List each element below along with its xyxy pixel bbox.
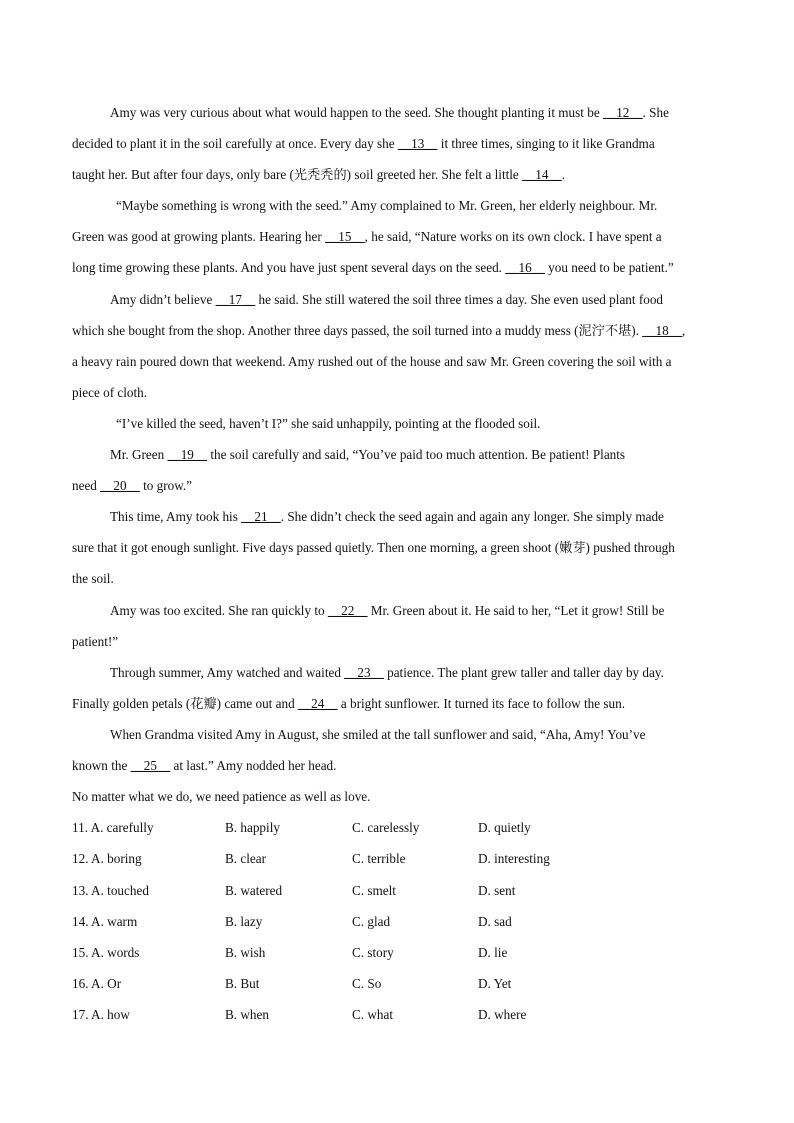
option-b: B. happily: [225, 820, 280, 836]
option-a: 14. A. warm: [72, 913, 138, 929]
option-a: 17. A. how: [72, 1007, 130, 1023]
blank-19: __19__: [167, 447, 208, 463]
text-line: “Maybe something is wrong with the seed.” Amy complained to Mr. Green, her elderly neighbour. Mr.: [116, 198, 658, 214]
text-line: piece of cloth.: [72, 384, 148, 400]
text-line: [72, 470, 712, 501]
blank-22: __22__: [327, 602, 368, 618]
question-row: [72, 906, 712, 937]
option-d: D. Yet: [478, 976, 512, 992]
option-c: C. terrible: [352, 851, 406, 867]
text-line: patient!”: [72, 633, 119, 649]
blank-13: __13__: [397, 136, 438, 152]
blank-15: __15__: [325, 229, 365, 245]
text-line: [72, 221, 712, 252]
paragraph-5: [72, 439, 712, 501]
text-line: [72, 128, 712, 159]
text: decided to plant it in the soil carefully at once. Every day she: [72, 136, 398, 152]
option-a: 15. A. words: [72, 944, 140, 960]
text: Amy didn’t believe: [110, 291, 216, 307]
text-line: the soil.: [72, 571, 114, 587]
text: taught her. But after four days, only bare (光秃秃的) soil greeted her. She felt a little: [72, 167, 523, 183]
paragraph-4: [72, 408, 712, 439]
option-c: C. story: [352, 944, 394, 960]
text: Through summer, Amy watched and waited: [110, 664, 345, 680]
question-row: [72, 937, 712, 968]
option-c: C. glad: [352, 913, 391, 929]
text: . She: [642, 105, 669, 120]
text-line: When Grandma visited Amy in August, she smiled at the tall sunflower and said, “Aha, Amy! You’ve: [110, 726, 646, 742]
option-d: D. sent: [478, 882, 516, 898]
text: patience. The plant grew taller and taller day by day.: [383, 664, 664, 680]
text: long time growing these plants. And you have just spent several days on the seed.: [72, 260, 506, 276]
text-line: sure that it got enough sunlight. Five days passed quietly. Then one morning, a green shoot (嫩芽) pushed through: [72, 540, 675, 556]
blank-24: __24__: [297, 695, 338, 711]
question-row: [72, 999, 712, 1030]
option-a: 12. A. boring: [72, 851, 142, 867]
option-d: D. where: [478, 1007, 527, 1023]
document-page: [72, 97, 712, 1030]
blank-20: __20__: [100, 478, 140, 494]
text-line: [72, 439, 712, 470]
option-b: B. But: [225, 976, 260, 992]
blank-12: __12__: [603, 105, 643, 120]
option-d: D. sad: [478, 913, 512, 929]
option-d: D. lie: [478, 944, 508, 960]
paragraph-10: [72, 781, 712, 812]
text-line: No matter what we do, we need patience as well as love.: [72, 789, 371, 805]
blank-21: __21__: [241, 509, 281, 525]
text: he said. She still watered the soil three times a day. She even used plant food: [255, 291, 664, 307]
text: . She didn’t check the seed again and again any longer. She simply made: [280, 509, 664, 525]
question-row: [72, 812, 712, 843]
text: This time, Amy took his: [110, 509, 242, 525]
text: need: [72, 478, 101, 494]
text-line: [72, 97, 712, 128]
text-line: [72, 284, 712, 315]
text: ,: [681, 322, 686, 338]
text: Amy was very curious about what would happen to the seed. She thought planting it must be: [110, 105, 603, 120]
blank-25: __25__: [130, 757, 171, 773]
question-row: [72, 843, 712, 874]
paragraph-3: [72, 284, 712, 408]
text: it three times, singing to it like Grandma: [437, 136, 655, 152]
blank-18: __18__: [642, 322, 682, 338]
text: Amy was too excited. She ran quickly to: [110, 602, 328, 618]
paragraph-1: [72, 97, 712, 190]
text: .: [561, 167, 565, 183]
option-a: 11. A. carefully: [72, 820, 154, 836]
text: you need to be patient.”: [544, 260, 674, 276]
text: a bright sunflower. It turned its face to follow the sun.: [337, 695, 626, 711]
blank-23: __23__: [344, 664, 384, 680]
blank-14: __14__: [522, 167, 562, 183]
option-b: B. wish: [225, 944, 266, 960]
option-b: B. lazy: [225, 913, 263, 929]
option-a: 16. A. Or: [72, 976, 122, 992]
text-line: [72, 595, 712, 626]
paragraph-7: [72, 595, 712, 657]
options-list: [72, 812, 712, 1030]
text-line: [72, 750, 712, 781]
text-line: [72, 252, 712, 283]
option-a: 13. A. touched: [72, 882, 149, 898]
blank-16: __16__: [505, 260, 545, 276]
option-b: B. watered: [225, 882, 283, 898]
paragraph-9: [72, 719, 712, 781]
text: Green was good at growing plants. Hearing her: [72, 229, 326, 245]
text: Finally golden petals (花瓣) came out and: [72, 695, 298, 711]
text: known the: [72, 757, 131, 773]
text: the soil carefully and said, “You’ve paid too much attention. Be patient! Plants: [207, 447, 626, 463]
option-d: D. quietly: [478, 820, 531, 836]
text: which she bought from the shop. Another three days passed, the soil turned into a muddy mess (泥泞不堪).: [72, 322, 643, 338]
text: , he said, “Nature works on its own clock. I have spent a: [364, 229, 662, 245]
option-b: B. when: [225, 1007, 269, 1023]
text-line: [72, 315, 712, 346]
option-c: C. smelt: [352, 882, 396, 898]
option-c: C. So: [352, 976, 382, 992]
paragraph-6: [72, 501, 712, 594]
text: Mr. Green about it. He said to her, “Let it grow! Still be: [367, 602, 665, 618]
option-c: C. what: [352, 1007, 394, 1023]
question-row: [72, 968, 712, 999]
text-line: [72, 657, 712, 688]
option-c: C. carelessly: [352, 820, 420, 836]
text-line: “I’ve killed the seed, haven’t I?” she said unhappily, pointing at the flooded soil.: [116, 415, 541, 431]
question-row: [72, 875, 712, 906]
option-b: B. clear: [225, 851, 267, 867]
text-line: [72, 501, 712, 532]
text-line: a heavy rain poured down that weekend. Amy rushed out of the house and saw Mr. Green covering the soil with a: [72, 353, 672, 369]
option-d: D. interesting: [478, 851, 550, 867]
paragraph-2: [72, 190, 712, 283]
text-line: [72, 159, 712, 190]
blank-17: __17__: [215, 291, 256, 307]
text-line: [72, 688, 712, 719]
text: Mr. Green: [110, 447, 168, 463]
text: to grow.”: [139, 478, 193, 494]
paragraph-8: [72, 657, 712, 719]
text: at last.” Amy nodded her head.: [170, 757, 337, 773]
